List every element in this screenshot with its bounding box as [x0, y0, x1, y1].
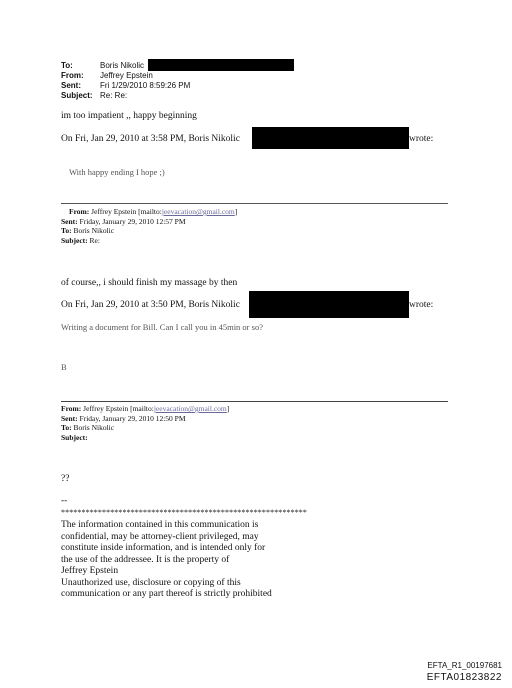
forward-subject-label: Subject: — [61, 433, 88, 442]
reply-attribution-suffix: wrote: — [409, 134, 434, 144]
forward-to — [61, 423, 114, 432]
subject-value: Re: Re: — [100, 91, 128, 100]
email-link[interactable]: jeevacation@gmail.com — [161, 207, 235, 216]
divider — [61, 203, 448, 204]
disclaimer-line: The information contained in this communication is — [61, 520, 259, 530]
disclaimer-line: Unauthorized use, disclosure or copying of this — [61, 577, 241, 588]
forward-subject — [61, 433, 88, 442]
forward-from-label: From: — [69, 207, 90, 216]
disclaimer-line: the use of the addressee. It is the property of — [61, 554, 230, 565]
email-link[interactable]: jeevacation@gmail.com — [153, 404, 227, 413]
redaction-bar — [148, 59, 294, 71]
forward-to-label: To: — [61, 423, 72, 432]
forward-to-value: Boris Nikolic — [73, 226, 115, 235]
sent-label: Sent: — [61, 81, 81, 90]
forward-from-value: Jeffrey Epstein [mailto: — [83, 404, 154, 413]
sent-value: Fri 1/29/2010 8:59:26 PM — [100, 81, 191, 90]
reply-attribution: On Fri, Jan 29, 2010 at 3:58 PM, Boris Nikolic — [61, 134, 240, 144]
reply-attribution-suffix: wrote: — [409, 300, 434, 310]
forward-sent-value: Friday, January 29, 2010 12:57 PM — [79, 217, 186, 226]
message-text: im too impatient ,, happy beginning — [61, 111, 197, 121]
forward-from-close: ] — [226, 404, 230, 413]
forward-from — [69, 207, 237, 216]
disclaimer-line: confidential, may be attorney-client privileged, may — [61, 531, 259, 542]
forward-from-value: Jeffrey Epstein [mailto: — [91, 207, 162, 216]
signature-dashes: -- — [61, 496, 68, 506]
subject-label: Subject: — [61, 91, 93, 100]
quoted-text: Writing a document for Bill. Can I call you in 45min or so? — [61, 322, 263, 332]
quoted-text: With happy ending I hope ;) — [69, 167, 165, 177]
forward-sent — [61, 217, 186, 226]
forward-subject-label: Subject: — [61, 236, 88, 245]
forward-from-label: From: — [61, 404, 82, 413]
forward-sent-label: Sent: — [61, 414, 78, 423]
reply-attribution: On Fri, Jan 29, 2010 at 3:50 PM, Boris Nikolic — [61, 300, 240, 310]
to-label: To: — [61, 61, 73, 70]
forward-to-value: Boris Nikolic — [73, 423, 115, 432]
quoted-sign: B — [61, 362, 67, 372]
signature-stars: ************************************************************ — [61, 508, 307, 517]
to-value: Boris Nikolic — [100, 61, 145, 70]
forward-to — [61, 226, 114, 235]
from-value: Jeffrey Epstein — [100, 71, 153, 80]
divider — [61, 401, 448, 402]
forward-to-label: To: — [61, 226, 72, 235]
message-text: ?? — [61, 474, 70, 484]
bates-stamp: EFTA01823822 — [426, 672, 502, 683]
forward-sent — [61, 414, 186, 423]
forward-from — [61, 404, 229, 413]
redaction-bar — [249, 291, 409, 318]
forward-sent-value: Friday, January 29, 2010 12:50 PM — [79, 414, 186, 423]
disclaimer-line: constitute inside information, and is intended only for — [61, 543, 266, 553]
disclaimer-line: Jeffrey Epstein — [61, 566, 119, 576]
forward-from-close: ] — [234, 207, 238, 216]
redaction-bar — [252, 127, 409, 149]
bates-stamp: EFTA_R1_00197681 — [427, 661, 502, 670]
forward-sent-label: Sent: — [61, 217, 78, 226]
message-text: of course,, i should finish my massage by then — [61, 278, 238, 288]
forward-subject — [61, 236, 100, 245]
disclaimer — [61, 520, 272, 601]
disclaimer-line: communication or any part thereof is strictly prohibited — [61, 589, 272, 599]
forward-subject-value: Re: — [89, 236, 100, 245]
from-label: From: — [61, 71, 84, 80]
